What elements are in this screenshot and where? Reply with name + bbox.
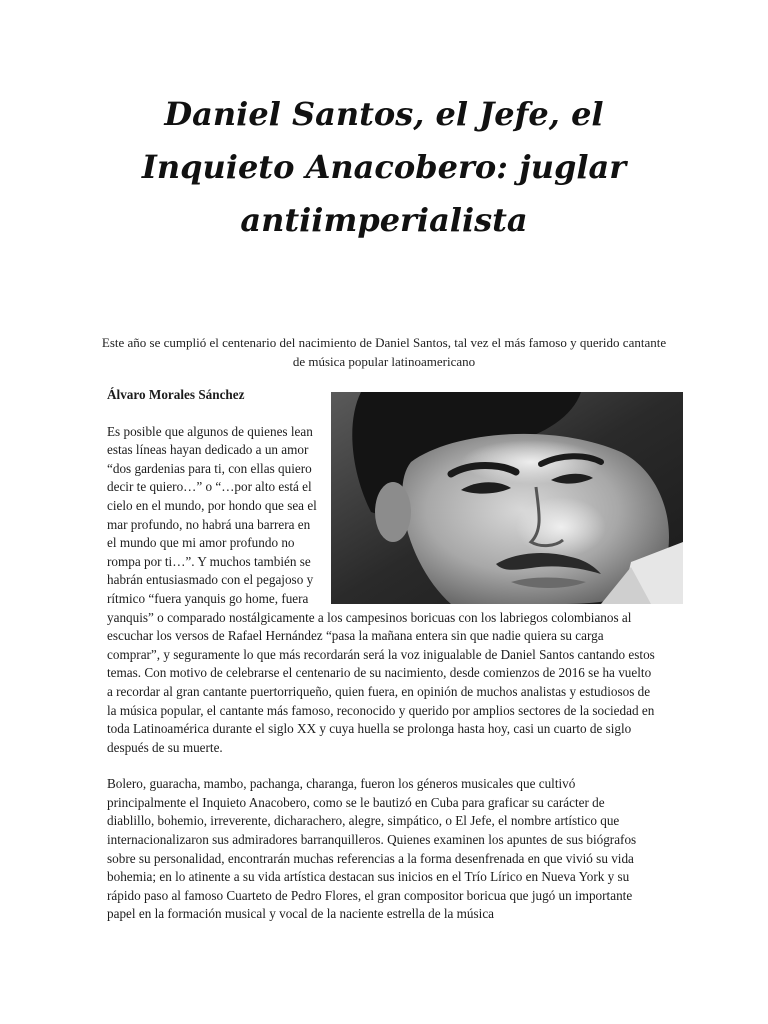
article-subtitle: Este año se cumplió el centenario del nacimiento de Daniel Santos, tal vez el más famoso y querido cantante de música popular latinoamericano [101,335,667,369]
portrait-image [331,392,683,604]
article-body [107,386,655,942]
body-paragraph: Es posible que algunos de quienes lean estas líneas hayan dedicado a un amor “dos gardenias para ti, con ellas quiero decir te quiero…” o “…por alto está el cielo en el mundo, por hondo que sea el mar profundo, no habrá una barrera en el mundo que mi amor profundo no rompa por ti…”. Y muchos también se habrán entusiasmado con el pegajoso y rítmico “fuera yanquis go home, fuera yanquis” o comparado nostálgicamente a los campesinos boricuas con los labriegos colombianos al escuchar los versos de Rafael Hernández “pasa la mañana entera sin que nadie quiera su carga comprar”, y seguramente lo que más recordarán será la voz inigualable de Daniel Santos cantando estos temas. Con motivo de celebrarse el centenario de su nacimiento, desde comienzos de 2016 se ha vuelto a recordar al gran cantante puertorriqueño, quien fuera, en opinión de muchos analistas y estudiosos de la música popular, el cantante más famoso, reconocido y querido por amplios sectores de la sociedad en toda Latinoamérica durante el siglo XX y cuya huella se prolonga hasta hoy, casi un cuarto de siglo después de su muerte. [107,423,655,755]
portrait-photo [331,392,683,604]
author-name: Álvaro Morales Sánchez [107,387,245,402]
body-paragraph: Bolero, guaracha, mambo, pachanga, charanga, fueron los géneros musicales que cultivó principalmente el Inquieto Anacobero, como se le bautizó en Cuba para graficar su carácter de diablillo, bohemio, irreverente, dicharachero, alegre, simpático, o El Jefe, el nombre artístico que internacionalizaron sus admiradores barranquilleros. Quienes examinen los apuntes de sus biógrafos sobre su personalidad, encontrarán muchas referencias a la forma desenfrenada en que vivió su vida bohemia; en lo atinente a su vida artística destacan sus inicios en el Trío Lírico en Nueva York y su rápido paso al famoso Cuarteto de Pedro Flores, el gran compositor boricua que jugó un importante papel en la formación musical y vocal de la naciente estrella de la música [107,776,637,922]
article-title: Daniel Santos, el Jefe, el Inquieto Anacobero: juglar antiimperialista [141,95,627,239]
